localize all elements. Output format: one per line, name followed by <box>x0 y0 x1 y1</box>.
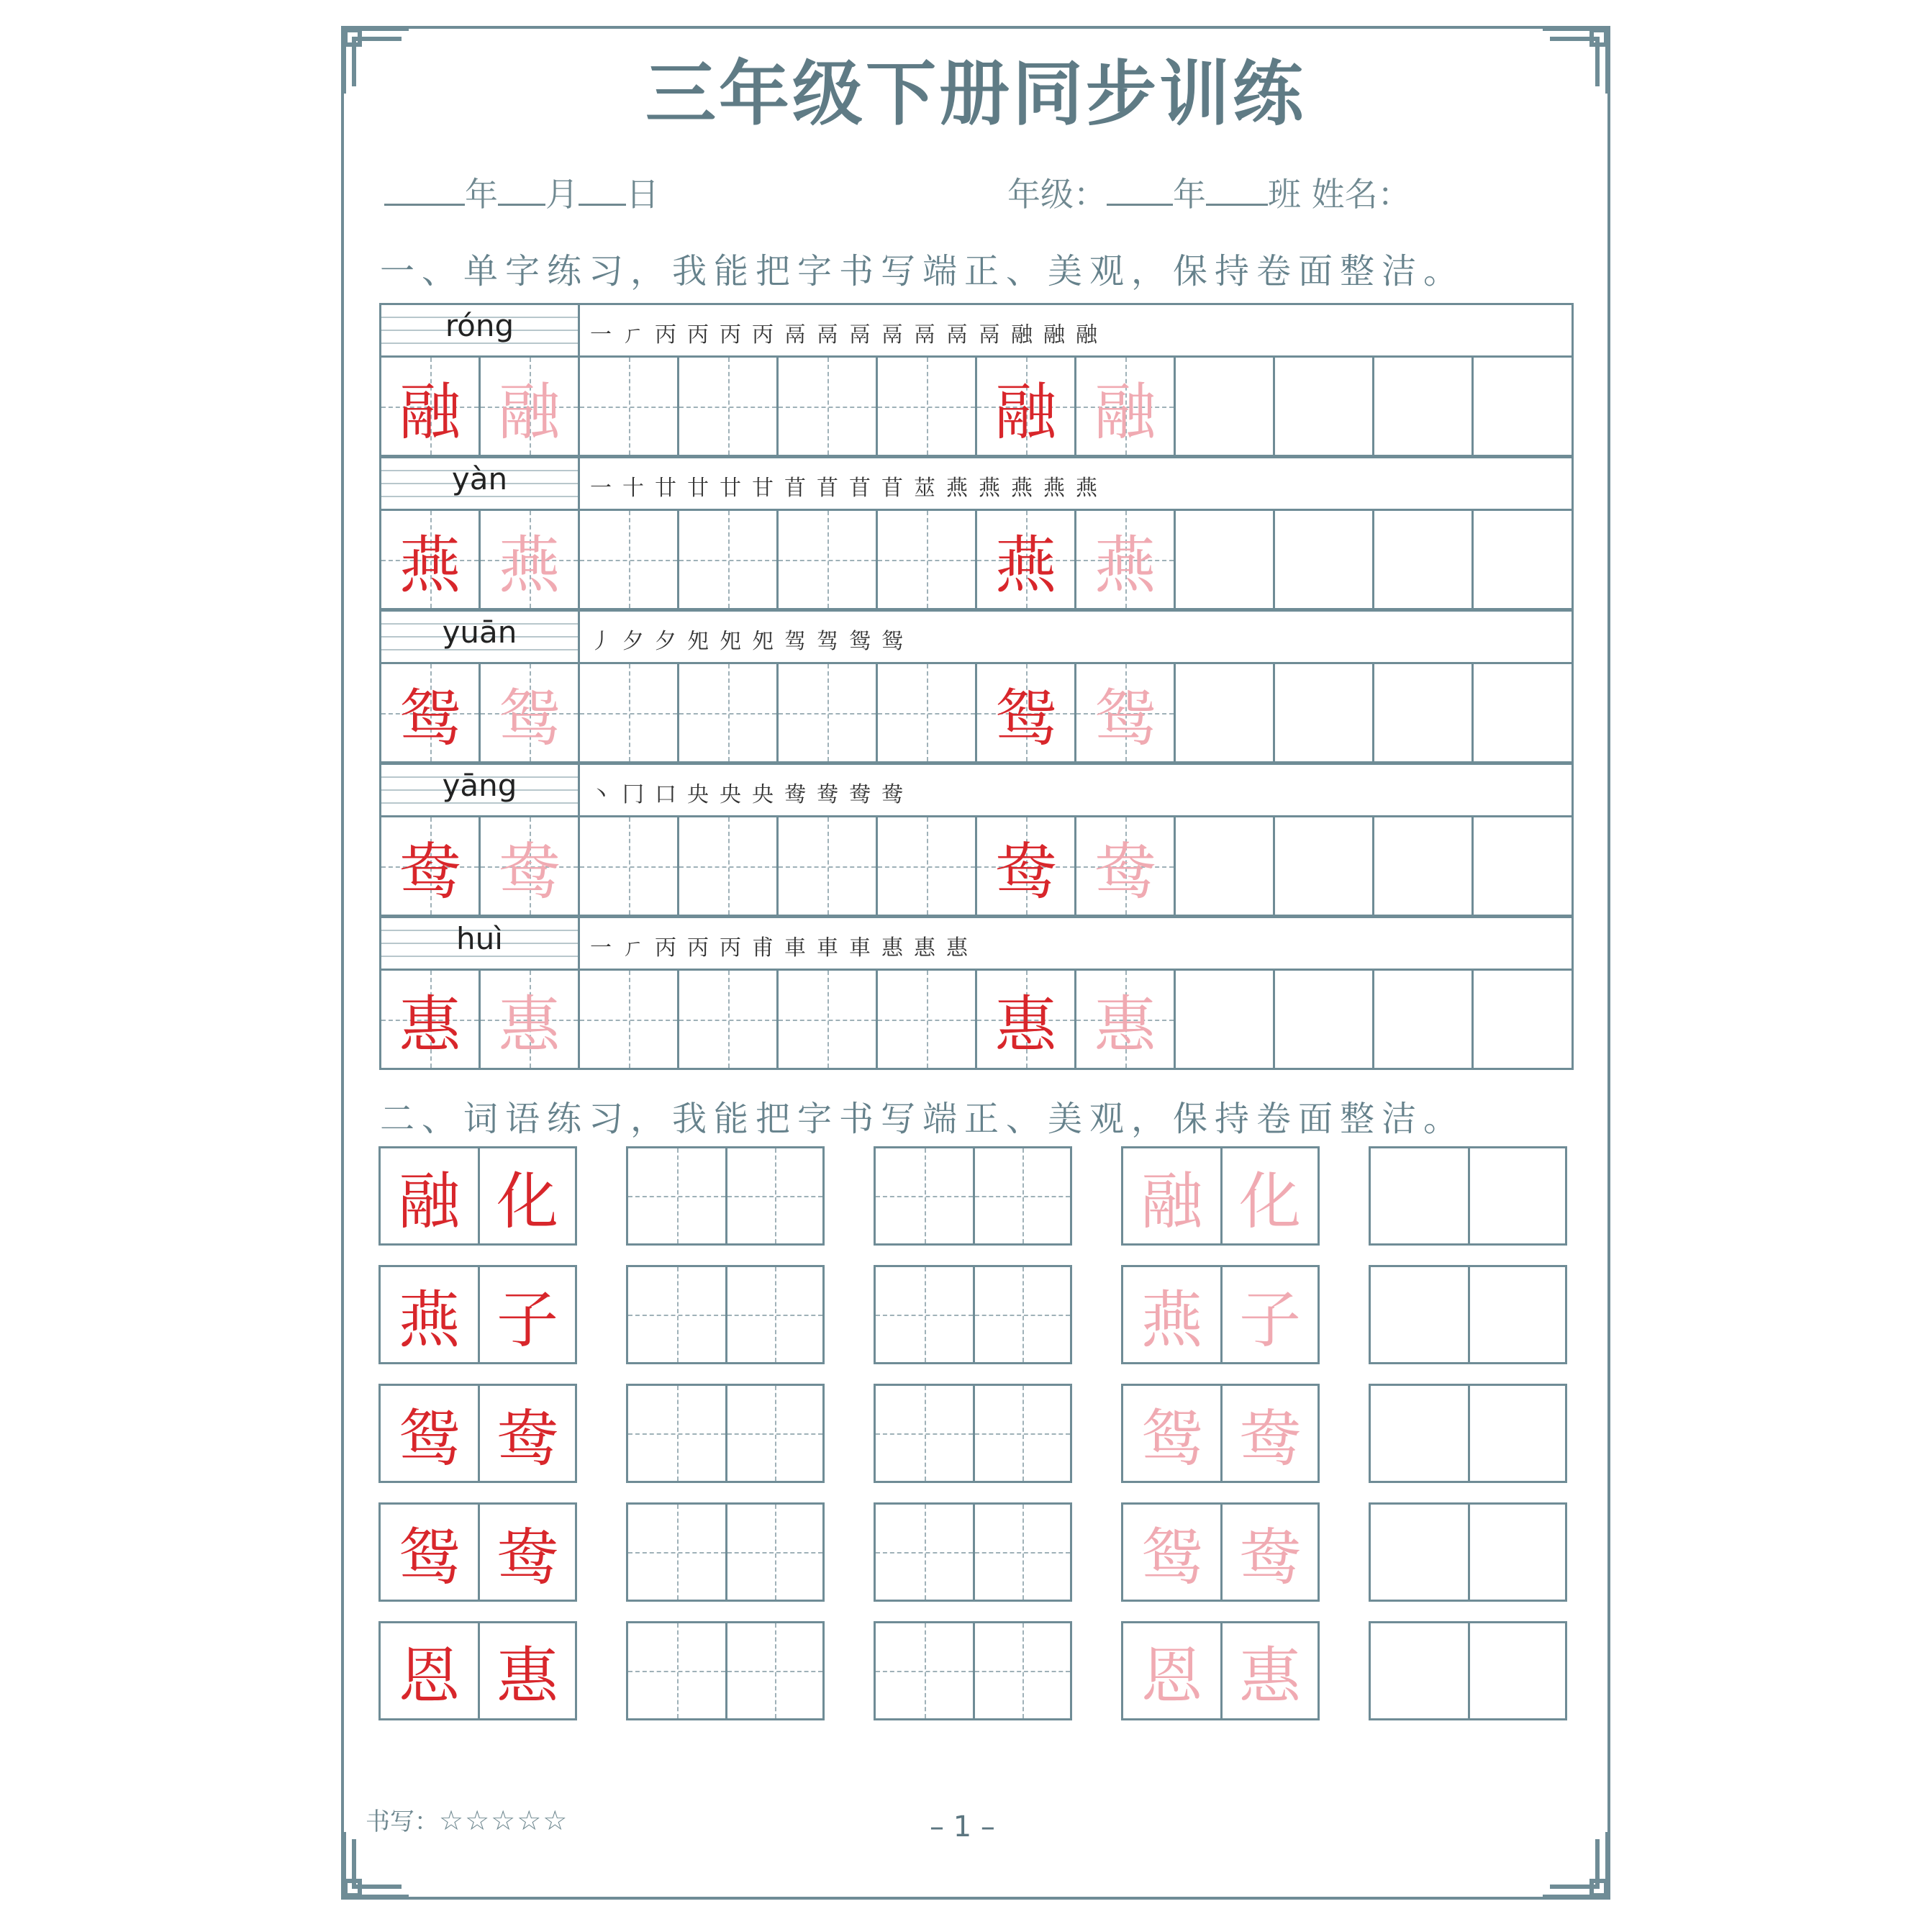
pinyin-label: huì <box>456 921 503 956</box>
word-writing-box[interactable] <box>626 1384 825 1483</box>
stroke-step: 口 <box>655 782 676 807</box>
writing-cell[interactable] <box>779 817 878 915</box>
writing-cell[interactable] <box>878 971 977 1068</box>
stroke-step: 燕 <box>1043 476 1065 501</box>
writing-cell[interactable] <box>1275 511 1374 608</box>
word-writing-box[interactable] <box>874 1384 1072 1483</box>
writing-cell[interactable] <box>1474 817 1573 915</box>
score-label: 书写： <box>366 1808 439 1836</box>
word-cell[interactable] <box>725 1505 822 1600</box>
word-cell[interactable] <box>725 1386 822 1481</box>
pinyin-row <box>379 763 1574 817</box>
writing-grid-row <box>379 971 1574 1070</box>
word-cell <box>381 1148 478 1243</box>
word-model-box <box>378 1384 577 1483</box>
pinyin-cell <box>381 612 580 662</box>
word-cell[interactable] <box>973 1505 1070 1600</box>
stroke-step: 惠 <box>914 935 935 961</box>
pinyin-row <box>379 609 1574 664</box>
trace-character: 鸯 <box>1239 1522 1301 1594</box>
model-character: 燕 <box>398 1284 461 1356</box>
word-cell <box>1220 1148 1318 1243</box>
student-info-line <box>1007 168 1411 216</box>
writing-cell[interactable] <box>1374 817 1474 915</box>
model-character: 燕 <box>399 529 461 602</box>
trace-char-cell <box>1076 971 1176 1068</box>
stroke-step: 融 <box>1011 322 1033 348</box>
model-character: 鸳 <box>398 1522 461 1594</box>
trace-character: 鸳 <box>1140 1403 1203 1475</box>
pinyin-cell <box>381 765 580 815</box>
trace-character: 鸯 <box>1094 835 1156 908</box>
word-cell[interactable] <box>876 1386 973 1481</box>
stroke-step: 驾 <box>817 629 838 654</box>
section2-title: 二、词语练习，我能把字书写端正、美观，保持卷面整洁。 <box>380 1099 1466 1139</box>
pinyin-row <box>379 456 1574 511</box>
stroke-step: 惠 <box>946 935 968 961</box>
stroke-step: 夕 <box>622 629 644 654</box>
word-cell <box>1220 1505 1318 1600</box>
stroke-step: 十 <box>622 476 644 501</box>
trace-character: 鸳 <box>498 682 561 755</box>
model-char-cell <box>381 511 481 608</box>
stroke-step: 燕 <box>1076 476 1097 501</box>
writing-grid-row <box>379 358 1574 457</box>
writing-cell[interactable] <box>878 817 977 915</box>
word-cell[interactable] <box>876 1148 973 1243</box>
writing-cell[interactable] <box>779 971 878 1068</box>
word-writing-box[interactable] <box>874 1621 1072 1720</box>
trace-char-cell <box>481 971 580 1068</box>
word-cell[interactable] <box>725 1623 822 1718</box>
word-cell <box>1220 1386 1318 1481</box>
section1-title: 一、单字练习，我能把字书写端正、美观，保持卷面整洁。 <box>380 251 1466 291</box>
stroke-step: 夗 <box>687 629 709 654</box>
writing-cell[interactable] <box>580 971 679 1068</box>
writing-cell[interactable] <box>779 511 878 608</box>
writing-grid-row <box>379 511 1574 610</box>
word-cell[interactable] <box>1468 1148 1565 1243</box>
word-cell <box>381 1386 478 1481</box>
writing-score <box>366 1802 568 1837</box>
stroke-step: 莁 <box>914 476 935 501</box>
date-year-label: 年 <box>465 175 498 214</box>
model-character: 恩 <box>398 1641 461 1713</box>
word-cell[interactable] <box>725 1267 822 1362</box>
word-trace-box <box>1121 1265 1320 1364</box>
word-cell[interactable] <box>973 1267 1070 1362</box>
word-cell <box>478 1386 575 1481</box>
trace-character: 燕 <box>1140 1284 1203 1356</box>
trace-character: 化 <box>1239 1166 1301 1238</box>
word-cell <box>478 1267 575 1362</box>
writing-cell[interactable] <box>1176 971 1275 1068</box>
writing-cell[interactable] <box>1374 511 1474 608</box>
writing-cell[interactable] <box>580 358 679 455</box>
stroke-step: 鬲 <box>849 322 871 348</box>
writing-cell[interactable] <box>679 511 779 608</box>
trace-character: 惠 <box>498 989 561 1061</box>
class-blank[interactable] <box>1206 178 1268 206</box>
stroke-step: 一 <box>590 322 612 348</box>
page-title: 三年级下册同步训练 <box>645 53 1306 135</box>
model-character: 融 <box>994 376 1057 448</box>
writing-cell[interactable] <box>1474 664 1573 761</box>
stroke-step: 夕 <box>655 629 676 654</box>
stroke-step: 鸯 <box>881 782 903 807</box>
word-writing-box[interactable] <box>1369 1265 1567 1364</box>
writing-cell[interactable] <box>580 817 679 915</box>
trace-char-cell <box>1076 817 1176 915</box>
corner-ornament-bottom-right <box>1536 1825 1615 1904</box>
model-char-cell <box>381 358 481 455</box>
page-number: – 1 – <box>930 1810 995 1843</box>
model-character: 鸯 <box>994 835 1057 908</box>
trace-character: 鸯 <box>498 835 561 908</box>
stroke-step: 車 <box>784 935 806 961</box>
stroke-step: 丙 <box>687 935 709 961</box>
trace-character: 鸳 <box>1140 1522 1203 1594</box>
stroke-order <box>590 924 1564 967</box>
word-trace-box <box>1121 1621 1320 1720</box>
stroke-step: 夗 <box>752 629 774 654</box>
writing-cell[interactable] <box>1275 971 1374 1068</box>
pinyin-cell <box>381 918 580 969</box>
word-cell[interactable] <box>876 1505 973 1600</box>
stroke-step: 廿 <box>687 476 709 501</box>
stroke-step: 丙 <box>720 935 741 961</box>
word-writing-box[interactable] <box>874 1265 1072 1364</box>
stroke-step: 丙 <box>687 322 709 348</box>
stroke-step: 央 <box>720 782 741 807</box>
model-character: 鸳 <box>994 682 1057 755</box>
stroke-step: 鸳 <box>849 629 871 654</box>
writing-cell[interactable] <box>1275 664 1374 761</box>
stroke-step: 鸯 <box>849 782 871 807</box>
model-character: 融 <box>399 376 461 448</box>
word-cell <box>478 1623 575 1718</box>
word-cell <box>1220 1267 1318 1362</box>
stroke-step: 融 <box>1076 322 1097 348</box>
model-character: 鸳 <box>398 1403 461 1475</box>
writing-cell[interactable] <box>1474 511 1573 608</box>
stroke-step: 苜 <box>881 476 903 501</box>
word-cell[interactable] <box>1371 1148 1468 1243</box>
stroke-step: 丶 <box>590 782 612 807</box>
stroke-step: 冂 <box>622 782 644 807</box>
stroke-step: 丙 <box>655 935 676 961</box>
writing-cell[interactable] <box>1474 971 1573 1068</box>
date-day-label: 日 <box>626 175 659 214</box>
word-cell <box>1123 1386 1220 1481</box>
writing-cell[interactable] <box>779 664 878 761</box>
trace-character: 融 <box>1140 1166 1203 1238</box>
word-cell[interactable] <box>628 1148 725 1243</box>
stroke-step: 鸳 <box>881 629 903 654</box>
model-char-cell <box>381 664 481 761</box>
model-char-cell <box>977 817 1076 915</box>
stroke-step: 燕 <box>1011 476 1033 501</box>
writing-cell[interactable] <box>878 358 977 455</box>
day-blank[interactable] <box>579 178 626 206</box>
word-cell[interactable] <box>876 1267 973 1362</box>
writing-cell[interactable] <box>1275 817 1374 915</box>
trace-char-cell <box>1076 664 1176 761</box>
stroke-step: 燕 <box>979 476 1000 501</box>
trace-char-cell <box>1076 511 1176 608</box>
word-cell[interactable] <box>1468 1386 1565 1481</box>
word-cell <box>381 1623 478 1718</box>
stroke-step: 甘 <box>752 476 774 501</box>
stroke-step: ㄏ <box>622 935 644 961</box>
model-character: 化 <box>496 1166 558 1238</box>
word-writing-box[interactable] <box>1369 1502 1567 1602</box>
word-writing-box[interactable] <box>874 1502 1072 1602</box>
stroke-step: 鬲 <box>979 322 1000 348</box>
writing-cell[interactable] <box>1176 664 1275 761</box>
word-cell[interactable] <box>628 1386 725 1481</box>
model-character: 鸯 <box>399 835 461 908</box>
word-writing-box[interactable] <box>1369 1146 1567 1246</box>
pinyin-label: yuān <box>442 614 517 650</box>
writing-cell[interactable] <box>878 664 977 761</box>
word-writing-box[interactable] <box>626 1146 825 1246</box>
writing-cell[interactable] <box>1474 358 1573 455</box>
grade-year-label: 年 <box>1173 175 1206 214</box>
trace-character: 惠 <box>1094 989 1156 1061</box>
stroke-step: 丙 <box>752 322 774 348</box>
word-writing-box[interactable] <box>626 1502 825 1602</box>
word-trace-box <box>1121 1384 1320 1483</box>
writing-grid-row <box>379 817 1574 917</box>
word-cell <box>1220 1623 1318 1718</box>
writing-cell[interactable] <box>1374 664 1474 761</box>
writing-cell[interactable] <box>1374 971 1474 1068</box>
model-char-cell <box>977 358 1076 455</box>
writing-cell[interactable] <box>1275 358 1374 455</box>
word-writing-box[interactable] <box>626 1265 825 1364</box>
word-writing-box[interactable] <box>1369 1621 1567 1720</box>
word-cell[interactable] <box>973 1623 1070 1718</box>
stroke-step: 鬲 <box>946 322 968 348</box>
trace-character: 鸳 <box>1094 682 1156 755</box>
model-char-cell <box>977 511 1076 608</box>
word-cell <box>478 1148 575 1243</box>
writing-cell[interactable] <box>679 817 779 915</box>
writing-cell[interactable] <box>580 664 679 761</box>
stroke-step: 一 <box>590 935 612 961</box>
stroke-step: ㄏ <box>622 322 644 348</box>
pinyin-row <box>379 303 1574 358</box>
word-cell <box>1123 1623 1220 1718</box>
trace-char-cell <box>481 511 580 608</box>
stroke-step: 鸯 <box>817 782 838 807</box>
stroke-step: 鬲 <box>817 322 838 348</box>
stroke-step: 廿 <box>720 476 741 501</box>
model-character: 惠 <box>994 989 1057 1061</box>
year-blank[interactable] <box>384 178 465 206</box>
score-stars[interactable]: ☆☆☆☆☆ <box>439 1805 569 1836</box>
pinyin-label: yāng <box>442 768 517 803</box>
model-character: 惠 <box>496 1641 558 1713</box>
date-month-label: 月 <box>545 175 579 214</box>
word-trace-box <box>1121 1146 1320 1246</box>
stroke-step: 廿 <box>655 476 676 501</box>
model-character: 鸳 <box>399 682 461 755</box>
word-cell[interactable] <box>973 1148 1070 1243</box>
stroke-step: 一 <box>590 476 612 501</box>
stroke-step: 苜 <box>817 476 838 501</box>
stroke-step: 鸯 <box>784 782 806 807</box>
stroke-step: 丙 <box>720 322 741 348</box>
stroke-order <box>590 617 1564 661</box>
writing-cell[interactable] <box>679 358 779 455</box>
word-cell <box>478 1505 575 1600</box>
stroke-order <box>590 464 1564 507</box>
trace-character: 鸯 <box>1239 1403 1301 1475</box>
stroke-step: 央 <box>752 782 774 807</box>
writing-cell[interactable] <box>580 511 679 608</box>
word-model-box <box>378 1265 577 1364</box>
word-cell[interactable] <box>876 1623 973 1718</box>
stroke-step: 驾 <box>784 629 806 654</box>
pinyin-label: róng <box>445 308 514 343</box>
word-cell[interactable] <box>1468 1623 1565 1718</box>
word-cell[interactable] <box>1468 1505 1565 1600</box>
stroke-step: 燕 <box>946 476 968 501</box>
word-model-box <box>378 1502 577 1602</box>
class-name-label: 班 姓名： <box>1268 175 1411 214</box>
word-cell <box>1123 1148 1220 1243</box>
word-cell <box>381 1505 478 1600</box>
model-char-cell <box>381 817 481 915</box>
stroke-step: 鬲 <box>914 322 935 348</box>
trace-character: 燕 <box>498 529 561 602</box>
stroke-step: 苜 <box>784 476 806 501</box>
trace-character: 融 <box>1094 376 1156 448</box>
stroke-step: 央 <box>687 782 709 807</box>
model-character: 惠 <box>399 989 461 1061</box>
word-trace-box <box>1121 1502 1320 1602</box>
writing-cell[interactable] <box>878 511 977 608</box>
trace-character: 燕 <box>1094 529 1156 602</box>
word-writing-box[interactable] <box>1369 1384 1567 1483</box>
month-blank[interactable] <box>498 178 545 206</box>
stroke-step: 鬲 <box>784 322 806 348</box>
trace-char-cell <box>481 817 580 915</box>
word-cell[interactable] <box>1468 1267 1565 1362</box>
writing-cell[interactable] <box>1176 358 1275 455</box>
stroke-step: 車 <box>849 935 871 961</box>
grade-label: 年级： <box>1007 175 1107 214</box>
pinyin-cell <box>381 458 580 509</box>
writing-cell[interactable] <box>1176 511 1275 608</box>
word-cell <box>1123 1267 1220 1362</box>
trace-character: 融 <box>498 376 561 448</box>
pinyin-cell <box>381 305 580 355</box>
writing-cell[interactable] <box>1176 817 1275 915</box>
stroke-step: 丙 <box>655 322 676 348</box>
word-cell[interactable] <box>1371 1623 1468 1718</box>
trace-character: 恩 <box>1140 1641 1203 1713</box>
writing-cell[interactable] <box>1374 358 1474 455</box>
model-character: 鸯 <box>496 1522 558 1594</box>
trace-char-cell <box>481 664 580 761</box>
trace-character: 惠 <box>1239 1641 1301 1713</box>
date-line <box>384 168 659 216</box>
stroke-step: 惠 <box>881 935 903 961</box>
word-model-box <box>378 1621 577 1720</box>
word-cell[interactable] <box>725 1148 822 1243</box>
trace-character: 子 <box>1239 1284 1301 1356</box>
model-character: 融 <box>398 1166 461 1238</box>
writing-cell[interactable] <box>779 358 878 455</box>
model-char-cell <box>381 971 481 1068</box>
word-model-box <box>378 1146 577 1246</box>
word-cell[interactable] <box>628 1623 725 1718</box>
writing-cell[interactable] <box>679 664 779 761</box>
model-char-cell <box>977 664 1076 761</box>
stroke-step: 丿 <box>590 629 612 654</box>
word-cell[interactable] <box>1371 1267 1468 1362</box>
stroke-step: 車 <box>817 935 838 961</box>
model-character: 鸯 <box>496 1403 558 1475</box>
pinyin-label: yàn <box>451 461 508 496</box>
word-cell[interactable] <box>1371 1386 1468 1481</box>
stroke-step: 鬲 <box>881 322 903 348</box>
stroke-step: 夗 <box>720 629 741 654</box>
writing-grid-row <box>379 664 1574 763</box>
word-cell <box>381 1267 478 1362</box>
model-character: 子 <box>496 1284 558 1356</box>
stroke-step: 融 <box>1043 322 1065 348</box>
pinyin-row <box>379 916 1574 971</box>
model-character: 燕 <box>994 529 1057 602</box>
writing-cell[interactable] <box>679 971 779 1068</box>
word-cell <box>1123 1505 1220 1600</box>
stroke-order <box>590 771 1564 814</box>
word-cell[interactable] <box>973 1386 1070 1481</box>
trace-char-cell <box>1076 358 1176 455</box>
grade-blank[interactable] <box>1107 178 1173 206</box>
word-cell[interactable] <box>628 1505 725 1600</box>
stroke-step: 甫 <box>752 935 774 961</box>
word-cell[interactable] <box>628 1267 725 1362</box>
word-cell[interactable] <box>1371 1505 1468 1600</box>
stroke-step: 苜 <box>849 476 871 501</box>
stroke-order <box>590 311 1564 354</box>
trace-char-cell <box>481 358 580 455</box>
model-char-cell <box>977 971 1076 1068</box>
word-writing-box[interactable] <box>874 1146 1072 1246</box>
word-writing-box[interactable] <box>626 1621 825 1720</box>
